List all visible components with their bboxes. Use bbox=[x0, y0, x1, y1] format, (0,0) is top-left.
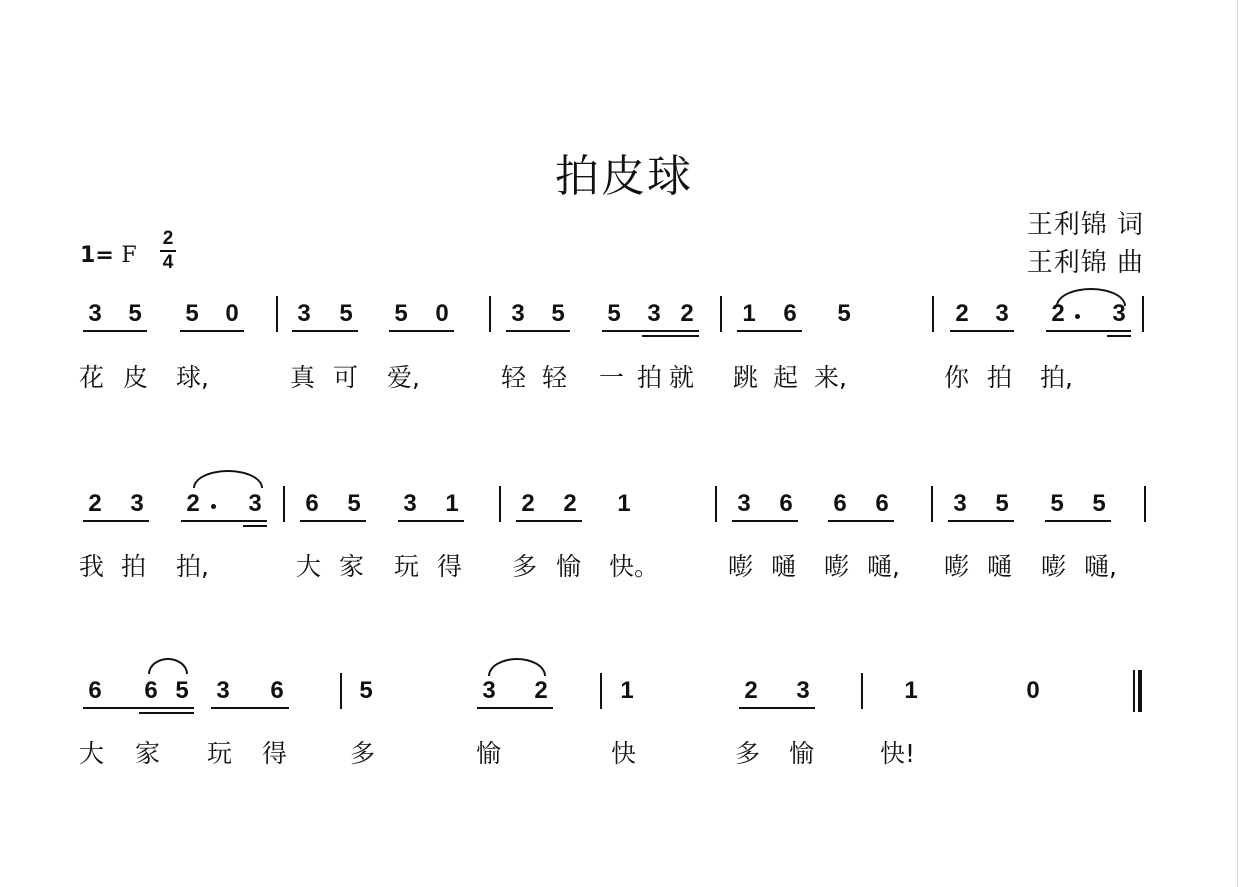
underline-double bbox=[139, 712, 194, 714]
lyric: 愉 bbox=[789, 739, 815, 768]
note: 2 bbox=[744, 677, 758, 704]
note: 2 bbox=[88, 490, 102, 517]
note: 6 bbox=[88, 677, 102, 704]
note: 5 bbox=[837, 300, 851, 327]
underline bbox=[83, 707, 194, 709]
lyric: 跳 bbox=[733, 363, 759, 392]
lyric: 愉 bbox=[476, 739, 502, 768]
note: 3 bbox=[796, 677, 810, 704]
key-equals: = bbox=[95, 243, 114, 268]
note: 3 bbox=[88, 300, 102, 327]
note: 5 bbox=[359, 677, 373, 704]
lyric: 你 bbox=[944, 363, 970, 392]
note: 5 bbox=[394, 300, 408, 327]
note: 5 bbox=[1050, 490, 1064, 517]
lyric: 嗵 bbox=[771, 552, 797, 581]
lyric: 多 bbox=[512, 552, 538, 581]
lyric: 家 bbox=[339, 552, 365, 581]
note: 3 bbox=[995, 300, 1009, 327]
underline bbox=[180, 330, 244, 332]
lyric: 嘭 bbox=[1041, 552, 1067, 581]
lyric: 多 bbox=[735, 739, 761, 768]
underline bbox=[477, 707, 553, 709]
note: 6 bbox=[833, 490, 847, 517]
note: 5 bbox=[175, 677, 189, 704]
page-edge-line bbox=[1237, 0, 1238, 887]
lyric: 来, bbox=[814, 363, 847, 392]
note: 6 bbox=[779, 490, 793, 517]
lyric: 嘭 bbox=[824, 552, 850, 581]
underline bbox=[83, 520, 149, 522]
note: 3 bbox=[482, 677, 496, 704]
dot bbox=[211, 504, 216, 509]
note: 6 bbox=[305, 490, 319, 517]
key-signature bbox=[80, 243, 137, 268]
note: 3 bbox=[953, 490, 967, 517]
lyric: 球, bbox=[176, 363, 209, 392]
underline bbox=[1045, 520, 1111, 522]
barline bbox=[499, 486, 501, 522]
underline bbox=[181, 520, 267, 522]
underline bbox=[83, 330, 147, 332]
note: 1 bbox=[617, 490, 631, 517]
note: 5 bbox=[128, 300, 142, 327]
note: 6 bbox=[270, 677, 284, 704]
lyric: 玩 bbox=[207, 739, 233, 768]
final-barline-thick bbox=[1138, 670, 1142, 712]
lyric: 快! bbox=[880, 739, 916, 768]
lyric: 嗵 bbox=[987, 552, 1013, 581]
time-signature bbox=[160, 229, 176, 273]
underline bbox=[300, 520, 366, 522]
lyric: 花 bbox=[79, 363, 105, 392]
lyric: 起 bbox=[773, 363, 799, 392]
lyric: 拍 bbox=[637, 363, 663, 392]
tie bbox=[488, 658, 546, 676]
lyric: 快 bbox=[611, 739, 637, 768]
note: 2 bbox=[521, 490, 535, 517]
note: 3 bbox=[647, 300, 661, 327]
barline bbox=[861, 673, 863, 709]
underline bbox=[516, 520, 582, 522]
note: 2 bbox=[680, 300, 694, 327]
underline bbox=[948, 520, 1014, 522]
barline bbox=[340, 673, 342, 709]
barline bbox=[283, 486, 285, 522]
note: 6 bbox=[875, 490, 889, 517]
lyric: 家 bbox=[135, 739, 161, 768]
note: 3 bbox=[216, 677, 230, 704]
lyric: 我 bbox=[79, 552, 105, 581]
note: 5 bbox=[995, 490, 1009, 517]
composer-credit: 王利锦 曲 bbox=[1026, 248, 1144, 278]
song-title: 拍皮球 bbox=[555, 151, 693, 202]
lyric: 皮 bbox=[123, 363, 149, 392]
lyric: 一 bbox=[599, 363, 625, 392]
lyric: 愉 bbox=[556, 552, 582, 581]
note: 5 bbox=[347, 490, 361, 517]
dot bbox=[1075, 314, 1080, 319]
lyric: 得 bbox=[437, 552, 463, 581]
tie bbox=[193, 470, 263, 488]
note: 5 bbox=[551, 300, 565, 327]
time-signature-top: 2 bbox=[162, 228, 174, 249]
barline bbox=[489, 296, 491, 332]
note: 1 bbox=[904, 677, 918, 704]
lyric: 大 bbox=[296, 552, 322, 581]
barline bbox=[715, 486, 717, 522]
note: 3 bbox=[737, 490, 751, 517]
note: 6 bbox=[783, 300, 797, 327]
note: 1 bbox=[445, 490, 459, 517]
underline bbox=[739, 707, 815, 709]
lyricist-credit: 王利锦 词 bbox=[1026, 210, 1144, 240]
lyric: 就 bbox=[669, 363, 695, 392]
barline bbox=[932, 296, 934, 332]
key-one: 1 bbox=[80, 243, 96, 268]
note: 5 bbox=[339, 300, 353, 327]
underline-double bbox=[243, 525, 267, 527]
note: 5 bbox=[1092, 490, 1106, 517]
note: 1 bbox=[742, 300, 756, 327]
lyric: 真 bbox=[290, 363, 316, 392]
final-barline-thin bbox=[1133, 670, 1135, 712]
note: 3 bbox=[1112, 300, 1126, 327]
lyric: 嗵, bbox=[867, 552, 900, 581]
lyric: 快。 bbox=[609, 552, 660, 581]
note: 1 bbox=[620, 677, 634, 704]
note: 0 bbox=[225, 300, 239, 327]
barline bbox=[1142, 296, 1144, 332]
note: 2 bbox=[955, 300, 969, 327]
lyric: 轻 bbox=[501, 363, 527, 392]
lyric: 拍 bbox=[987, 363, 1013, 392]
lyric: 爱, bbox=[387, 363, 420, 392]
lyric: 得 bbox=[262, 739, 288, 768]
underline bbox=[1046, 330, 1131, 332]
lyric: 拍, bbox=[1040, 363, 1073, 392]
underline bbox=[398, 520, 464, 522]
lyric: 可 bbox=[333, 363, 359, 392]
note: 3 bbox=[403, 490, 417, 517]
note: 2 bbox=[1051, 300, 1065, 327]
barline bbox=[1144, 486, 1146, 522]
lyric: 拍 bbox=[121, 552, 147, 581]
note: 3 bbox=[248, 490, 262, 517]
lyric: 嘭 bbox=[944, 552, 970, 581]
note: 3 bbox=[511, 300, 525, 327]
lyric: 嗵, bbox=[1084, 552, 1117, 581]
note: 5 bbox=[607, 300, 621, 327]
tie bbox=[1056, 288, 1126, 306]
underline bbox=[950, 330, 1014, 332]
note: 5 bbox=[185, 300, 199, 327]
note: 6 bbox=[144, 677, 158, 704]
note: 3 bbox=[297, 300, 311, 327]
barline bbox=[276, 296, 278, 332]
note: 2 bbox=[563, 490, 577, 517]
underline-double bbox=[1107, 335, 1131, 337]
underline bbox=[292, 330, 358, 332]
note: 3 bbox=[130, 490, 144, 517]
lyric: 拍, bbox=[176, 552, 209, 581]
barline bbox=[600, 673, 602, 709]
lyric: 大 bbox=[79, 739, 105, 768]
note: 0 bbox=[435, 300, 449, 327]
note: 2 bbox=[534, 677, 548, 704]
note: 2 bbox=[186, 490, 200, 517]
key-value: F bbox=[121, 243, 137, 268]
time-signature-bottom: 4 bbox=[162, 252, 174, 273]
barline bbox=[720, 296, 722, 332]
underline-double bbox=[642, 335, 699, 337]
underline bbox=[389, 330, 454, 332]
underline bbox=[506, 330, 570, 332]
underline bbox=[211, 707, 289, 709]
lyric: 嘭 bbox=[728, 552, 754, 581]
note: 0 bbox=[1026, 677, 1040, 704]
tie bbox=[148, 658, 188, 674]
underline bbox=[828, 520, 894, 522]
underline bbox=[732, 520, 798, 522]
lyric: 轻 bbox=[542, 363, 568, 392]
underline bbox=[602, 330, 699, 332]
underline bbox=[737, 330, 802, 332]
barline bbox=[931, 486, 933, 522]
lyric: 多 bbox=[350, 739, 376, 768]
lyric: 玩 bbox=[394, 552, 420, 581]
